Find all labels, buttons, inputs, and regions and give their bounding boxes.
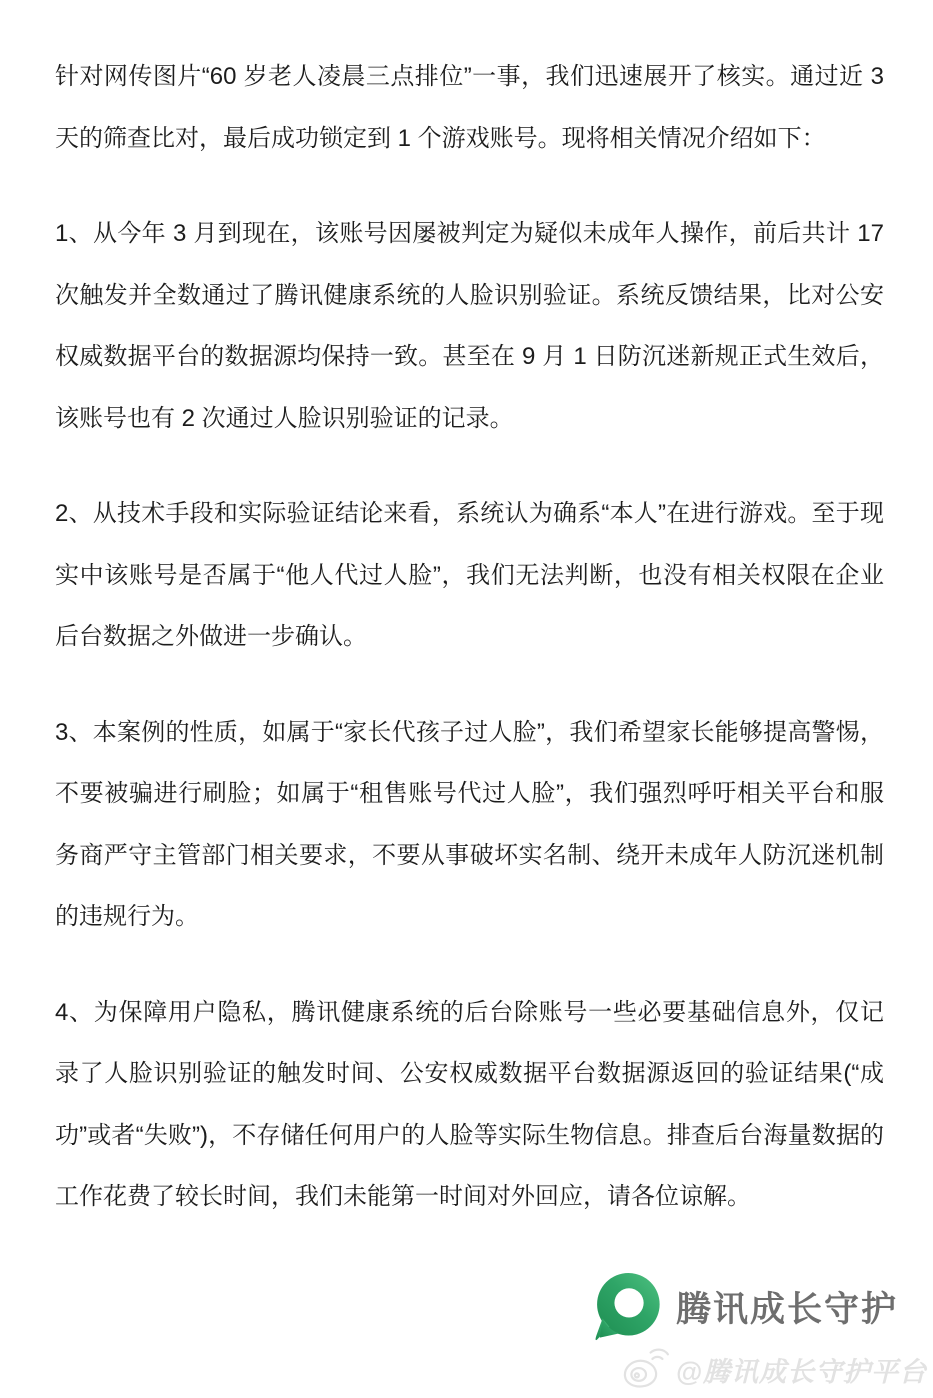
- speech-bubble-logo-icon: [593, 1272, 661, 1342]
- statement-paragraph-3: 3、本案例的性质，如属于“家长代孩子过人脸”，我们希望家长能够提高警惕，不要被骗进行刷脸；如属于“租售账号代过人脸”，我们强烈呼吁相关平台和服务商严守主管部门相关要求，不要从事破坏实名制、绕开未成年人防沉迷机制的违规行为。: [55, 718, 884, 930]
- brand-logo: [593, 1272, 898, 1342]
- statement-paragraph-intro: 针对网传图片“60 岁老人凌晨三点排位”一事，我们迅速展开了核实。通过近 3 天的筛查比对，最后成功锁定到 1 个游戏账号。现将相关情况介绍如下：: [55, 63, 884, 152]
- brand-name: 腾讯成长守护: [676, 1290, 899, 1329]
- watermark-text: @腾讯成长守护平台: [675, 1356, 927, 1387]
- statement-paragraph-4: 4、为保障用户隐私，腾讯健康系统的后台除账号一些必要基础信息外，仅记录了人脸识别验证的触发时间、公安权威数据平台数据源返回的验证结果(“成功”或者“失败”)，不存储任何用户的人脸等实际生物信息。排查后台海量数据的工作花费了较长时间，我们未能第一时间对外回应，请各位谅解。: [55, 998, 884, 1210]
- weibo-icon: [622, 1348, 670, 1390]
- weibo-watermark: [622, 1348, 927, 1390]
- statement-body: [55, 46, 884, 1262]
- statement-paragraph-1: 1、从今年 3 月到现在，该账号因屡被判定为疑似未成年人操作，前后共计 17 次触发并全数通过了腾讯健康系统的人脸识别验证。系统反馈结果，比对公安权威数据平台的数据源均保持一致。甚至在 9 月 1 日防沉迷新规正式生效后，该账号也有 2 次通过人脸识别验证的记录。: [55, 220, 884, 432]
- statement-paragraph-2: 2、从技术手段和实际验证结论来看，系统认为确系“本人”在进行游戏。至于现实中该账号是否属于“他人代过人脸”，我们无法判断，也没有相关权限在企业后台数据之外做进一步确认。: [55, 500, 884, 650]
